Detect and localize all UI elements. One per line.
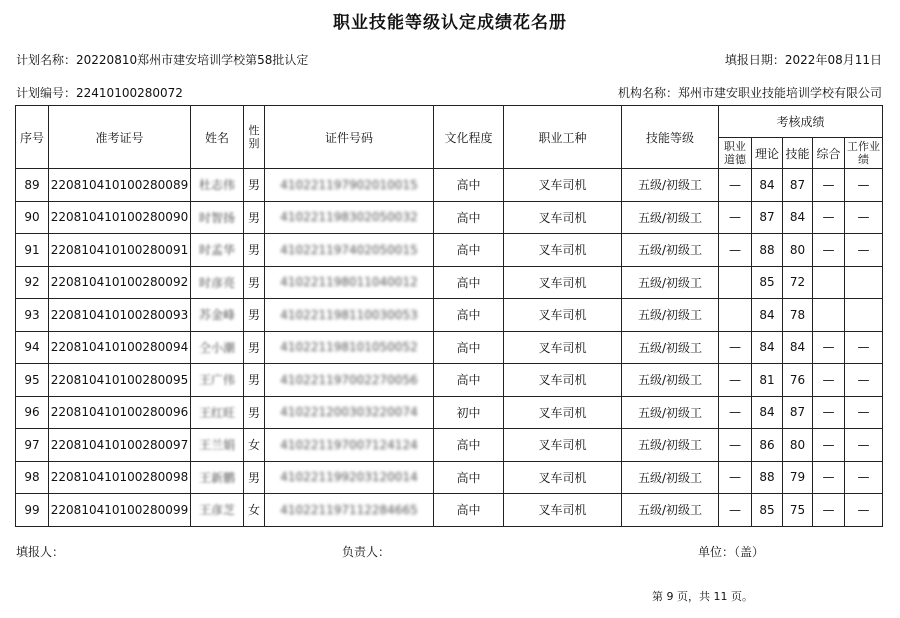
cell-education: 高中 bbox=[434, 234, 504, 267]
cell-comprehensive: — bbox=[813, 396, 845, 429]
cell-level: 五级/初级工 bbox=[622, 266, 719, 299]
cell-gender: 男 bbox=[244, 331, 265, 364]
cell-theory: 87 bbox=[752, 201, 783, 234]
cell-level: 五级/初级工 bbox=[622, 169, 719, 202]
cell-name: 王新鹏 bbox=[191, 461, 244, 494]
cell-work: — bbox=[845, 201, 883, 234]
cell-theory: 88 bbox=[752, 234, 783, 267]
cell-exam-no: 220810410100280098 bbox=[49, 461, 191, 494]
fill-date-value: 2022年08月11日 bbox=[784, 53, 882, 67]
fill-date-line bbox=[725, 51, 882, 68]
cell-exam-no: 220810410100280095 bbox=[49, 364, 191, 397]
cell-gender: 男 bbox=[244, 234, 265, 267]
org-line bbox=[618, 84, 882, 101]
org-value: 郑州市建安职业技能培训学校有限公司 bbox=[677, 86, 882, 100]
cell-exam-no: 220810410100280096 bbox=[49, 396, 191, 429]
cell-comprehensive: — bbox=[813, 461, 845, 494]
cell-exam-no: 220810410100280093 bbox=[49, 299, 191, 332]
cell-level: 五级/初级工 bbox=[622, 234, 719, 267]
table-row bbox=[16, 331, 883, 364]
table-row bbox=[16, 429, 883, 462]
cell-education: 高中 bbox=[434, 299, 504, 332]
cell-comprehensive: — bbox=[813, 494, 845, 527]
cell-ethics: — bbox=[719, 364, 752, 397]
cell-occupation: 叉车司机 bbox=[504, 494, 622, 527]
cell-level: 五级/初级工 bbox=[622, 299, 719, 332]
cell-exam-no: 220810410100280090 bbox=[49, 201, 191, 234]
table-row bbox=[16, 266, 883, 299]
cell-skill: 75 bbox=[783, 494, 813, 527]
cell-theory: 84 bbox=[752, 331, 783, 364]
cell-name: 王红旺 bbox=[191, 396, 244, 429]
cell-comprehensive: — bbox=[813, 234, 845, 267]
cell-seq: 91 bbox=[16, 234, 49, 267]
cell-skill: 87 bbox=[783, 169, 813, 202]
table-row bbox=[16, 364, 883, 397]
cell-name: 时彦亮 bbox=[191, 266, 244, 299]
cell-exam-no: 220810410100280094 bbox=[49, 331, 191, 364]
cell-id-no: 410221200303220074 bbox=[265, 396, 434, 429]
cell-gender: 男 bbox=[244, 169, 265, 202]
header-skill: 技能 bbox=[783, 138, 813, 169]
header-theory: 理论 bbox=[752, 138, 783, 169]
cell-id-no: 410221198110030053 bbox=[265, 299, 434, 332]
cell-theory: 88 bbox=[752, 461, 783, 494]
cell-level: 五级/初级工 bbox=[622, 201, 719, 234]
cell-work: — bbox=[845, 169, 883, 202]
cell-seq: 93 bbox=[16, 299, 49, 332]
cell-work: — bbox=[845, 429, 883, 462]
cell-gender: 男 bbox=[244, 266, 265, 299]
table-row bbox=[16, 494, 883, 527]
responsible-label: 负责人： bbox=[342, 545, 391, 559]
cell-id-no: 410221197007124124 bbox=[265, 429, 434, 462]
cell-seq: 95 bbox=[16, 364, 49, 397]
cell-seq: 97 bbox=[16, 429, 49, 462]
cell-gender: 男 bbox=[244, 201, 265, 234]
cell-skill: 80 bbox=[783, 234, 813, 267]
cell-seq: 90 bbox=[16, 201, 49, 234]
cell-exam-no: 220810410100280099 bbox=[49, 494, 191, 527]
cell-occupation: 叉车司机 bbox=[504, 396, 622, 429]
header-occupation: 职业工种 bbox=[504, 106, 622, 169]
header-comprehensive: 综合 bbox=[813, 138, 845, 169]
cell-name: 苏金峰 bbox=[191, 299, 244, 332]
cell-ethics: — bbox=[719, 461, 752, 494]
cell-occupation: 叉车司机 bbox=[504, 201, 622, 234]
cell-skill: 76 bbox=[783, 364, 813, 397]
cell-skill: 84 bbox=[783, 331, 813, 364]
plan-name-value: 20220810郑州市建安培训学校第58批认定 bbox=[76, 53, 309, 67]
cell-level: 五级/初级工 bbox=[622, 429, 719, 462]
cell-id-no: 410221198101050052 bbox=[265, 331, 434, 364]
cell-exam-no: 220810410100280092 bbox=[49, 266, 191, 299]
cell-ethics bbox=[719, 266, 752, 299]
cell-occupation: 叉车司机 bbox=[504, 461, 622, 494]
cell-education: 高中 bbox=[434, 364, 504, 397]
cell-comprehensive bbox=[813, 299, 845, 332]
cell-education: 高中 bbox=[434, 429, 504, 462]
cell-skill: 87 bbox=[783, 396, 813, 429]
table-row bbox=[16, 169, 883, 202]
cell-gender: 男 bbox=[244, 299, 265, 332]
cell-level: 五级/初级工 bbox=[622, 331, 719, 364]
header-id-no: 证件号码 bbox=[265, 106, 434, 169]
cell-seq: 94 bbox=[16, 331, 49, 364]
cell-theory: 84 bbox=[752, 396, 783, 429]
score-roster-table bbox=[15, 105, 883, 527]
table-row bbox=[16, 299, 883, 332]
cell-comprehensive bbox=[813, 266, 845, 299]
page-indicator: 第 9 页，共 11 页。 bbox=[652, 590, 753, 603]
cell-name: 王彦芝 bbox=[191, 494, 244, 527]
cell-occupation: 叉车司机 bbox=[504, 234, 622, 267]
plan-no-label: 计划编号： bbox=[16, 86, 77, 100]
cell-work bbox=[845, 299, 883, 332]
cell-id-no: 410221197402050015 bbox=[265, 234, 434, 267]
cell-occupation: 叉车司机 bbox=[504, 429, 622, 462]
cell-comprehensive: — bbox=[813, 331, 845, 364]
cell-id-no: 410221197112284665 bbox=[265, 494, 434, 527]
cell-id-no: 410221197902010015 bbox=[265, 169, 434, 202]
cell-exam-no: 220810410100280089 bbox=[49, 169, 191, 202]
cell-level: 五级/初级工 bbox=[622, 396, 719, 429]
cell-name: 时智扬 bbox=[191, 201, 244, 234]
cell-education: 高中 bbox=[434, 169, 504, 202]
header-name: 姓名 bbox=[191, 106, 244, 169]
cell-skill: 72 bbox=[783, 266, 813, 299]
cell-gender: 男 bbox=[244, 364, 265, 397]
cell-name: 王广伟 bbox=[191, 364, 244, 397]
cell-theory: 85 bbox=[752, 266, 783, 299]
cell-seq: 89 bbox=[16, 169, 49, 202]
reporter-label: 填报人： bbox=[16, 545, 65, 559]
cell-education: 高中 bbox=[434, 266, 504, 299]
cell-ethics: — bbox=[719, 429, 752, 462]
roster-body bbox=[16, 169, 883, 527]
cell-gender: 男 bbox=[244, 396, 265, 429]
cell-work: — bbox=[845, 461, 883, 494]
header-work: 工作业绩 bbox=[845, 138, 883, 169]
header-education: 文化程度 bbox=[434, 106, 504, 169]
cell-work: — bbox=[845, 396, 883, 429]
cell-gender: 女 bbox=[244, 494, 265, 527]
cell-theory: 86 bbox=[752, 429, 783, 462]
cell-seq: 92 bbox=[16, 266, 49, 299]
cell-education: 高中 bbox=[434, 201, 504, 234]
cell-education: 高中 bbox=[434, 461, 504, 494]
cell-skill: 78 bbox=[783, 299, 813, 332]
cell-ethics bbox=[719, 299, 752, 332]
header-ethics: 职业道德 bbox=[719, 138, 752, 169]
cell-name: 仝小潮 bbox=[191, 331, 244, 364]
cell-work bbox=[845, 266, 883, 299]
cell-skill: 84 bbox=[783, 201, 813, 234]
cell-exam-no: 220810410100280091 bbox=[49, 234, 191, 267]
cell-ethics: — bbox=[719, 396, 752, 429]
cell-id-no: 410221197002270056 bbox=[265, 364, 434, 397]
cell-ethics: — bbox=[719, 201, 752, 234]
table-row bbox=[16, 396, 883, 429]
cell-work: — bbox=[845, 234, 883, 267]
cell-gender: 女 bbox=[244, 429, 265, 462]
cell-level: 五级/初级工 bbox=[622, 494, 719, 527]
plan-no-line bbox=[16, 84, 183, 101]
cell-name: 杜志伟 bbox=[191, 169, 244, 202]
table-row bbox=[16, 461, 883, 494]
cell-id-no: 410221199203120014 bbox=[265, 461, 434, 494]
header-level: 技能等级 bbox=[622, 106, 719, 169]
cell-theory: 84 bbox=[752, 299, 783, 332]
cell-work: — bbox=[845, 364, 883, 397]
cell-occupation: 叉车司机 bbox=[504, 266, 622, 299]
cell-occupation: 叉车司机 bbox=[504, 299, 622, 332]
cell-seq: 96 bbox=[16, 396, 49, 429]
cell-theory: 85 bbox=[752, 494, 783, 527]
cell-occupation: 叉车司机 bbox=[504, 169, 622, 202]
cell-comprehensive: — bbox=[813, 364, 845, 397]
cell-seq: 99 bbox=[16, 494, 49, 527]
cell-education: 初中 bbox=[434, 396, 504, 429]
plan-name-line bbox=[16, 51, 308, 68]
cell-ethics: — bbox=[719, 169, 752, 202]
cell-ethics: — bbox=[719, 494, 752, 527]
cell-comprehensive: — bbox=[813, 201, 845, 234]
header-seq: 序号 bbox=[16, 106, 49, 169]
cell-theory: 81 bbox=[752, 364, 783, 397]
cell-ethics: — bbox=[719, 234, 752, 267]
table-row bbox=[16, 201, 883, 234]
cell-skill: 80 bbox=[783, 429, 813, 462]
header-gender: 性别 bbox=[244, 106, 265, 169]
cell-theory: 84 bbox=[752, 169, 783, 202]
org-label: 机构名称： bbox=[617, 86, 678, 100]
document-title: 职业技能等级认定成绩花名册 bbox=[333, 13, 567, 33]
cell-occupation: 叉车司机 bbox=[504, 331, 622, 364]
cell-seq: 98 bbox=[16, 461, 49, 494]
unit-label: 单位：（盖） bbox=[698, 545, 765, 559]
cell-skill: 79 bbox=[783, 461, 813, 494]
cell-education: 高中 bbox=[434, 494, 504, 527]
cell-name: 王兰娟 bbox=[191, 429, 244, 462]
header-scores: 考核成绩 bbox=[719, 106, 883, 138]
table-row bbox=[16, 234, 883, 267]
cell-name: 时孟华 bbox=[191, 234, 244, 267]
header-exam-no: 准考证号 bbox=[49, 106, 191, 169]
plan-name-label: 计划名称： bbox=[16, 53, 77, 67]
cell-id-no: 410221198011040012 bbox=[265, 266, 434, 299]
cell-gender: 男 bbox=[244, 461, 265, 494]
cell-work: — bbox=[845, 494, 883, 527]
cell-education: 高中 bbox=[434, 331, 504, 364]
cell-id-no: 410221198302050032 bbox=[265, 201, 434, 234]
cell-occupation: 叉车司机 bbox=[504, 364, 622, 397]
plan-no-value: 22410100280072 bbox=[76, 86, 183, 100]
cell-level: 五级/初级工 bbox=[622, 364, 719, 397]
cell-level: 五级/初级工 bbox=[622, 461, 719, 494]
cell-exam-no: 220810410100280097 bbox=[49, 429, 191, 462]
cell-ethics: — bbox=[719, 331, 752, 364]
cell-work: — bbox=[845, 331, 883, 364]
fill-date-label: 填报日期： bbox=[724, 53, 785, 67]
cell-comprehensive: — bbox=[813, 429, 845, 462]
cell-comprehensive: — bbox=[813, 169, 845, 202]
